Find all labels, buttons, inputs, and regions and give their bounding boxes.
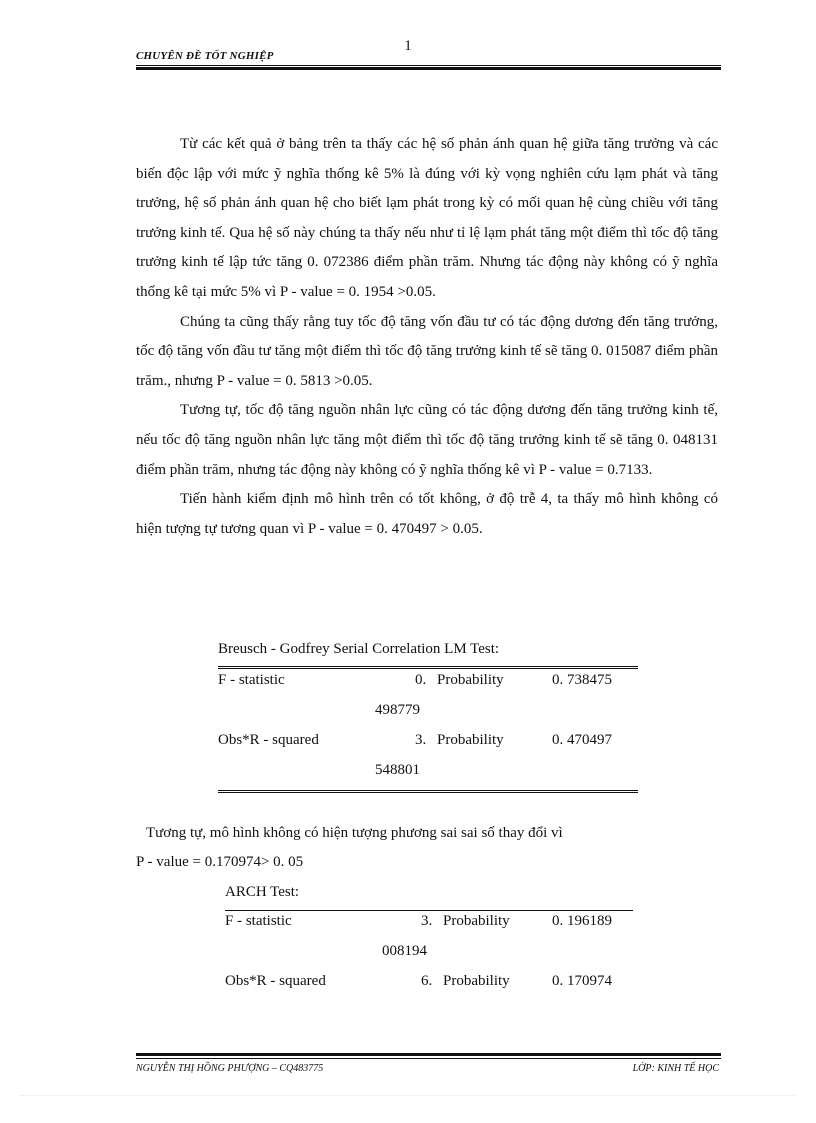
arch-row2-name: Obs*R - squared — [225, 973, 326, 989]
arch-row2-prob-label: Probability — [443, 973, 510, 989]
page-edge-dotted-line — [20, 1095, 796, 1096]
arch-row1-value-a: 3. — [421, 913, 433, 929]
bg-row2-value-b: 548801 — [375, 762, 420, 778]
bg-row2-value-a: 3. — [415, 732, 427, 748]
bg-row1-prob: 0. 738475 — [552, 672, 612, 688]
body-text — [136, 130, 718, 544]
paragraph-3: Tương tự, tốc độ tăng nguồn nhân lực cũng có tác động dương đến tăng trưởng kinh tế, nếu tốc độ tăng nguồn nhân lực tăng một điểm thì tốc độ tăng trưởng kinh tế sẽ tăng 0. 048131 điểm phần trăm, nhưng tác động này không có ỹ nghĩa thống kê vì P - value = 0.7133. — [136, 402, 718, 478]
arch-test-caption: ARCH Test: — [225, 884, 300, 900]
bg-test-caption: Breusch - Godfrey Serial Correlation LM Test: — [218, 641, 500, 657]
footer-class: LỚP: KINH TẾ HỌC — [632, 1063, 719, 1074]
bg-row1-value-b: 498779 — [375, 702, 420, 718]
footer-author: NGUYỄN THỊ HỒNG PHƯỢNG – CQ483775 — [136, 1063, 324, 1074]
header-title: CHUYÊN ĐỀ TỐT NGHIỆP — [136, 50, 274, 62]
header-rule-thick — [136, 67, 721, 70]
arch-row1-value-b: 008194 — [382, 943, 427, 959]
bg-row2-name: Obs*R - squared — [218, 732, 319, 748]
bg-row1-value-a: 0. — [415, 672, 427, 688]
arch-test-top-rule — [225, 910, 633, 911]
arch-row2-value-a: 6. — [421, 973, 433, 989]
footer-rule-thin — [136, 1058, 721, 1059]
footer-rule-thick — [136, 1053, 721, 1056]
heteroskedasticity-line-1: Tương tự, mô hình không có hiện tượng phương sai sai số thay đổi vì — [146, 825, 563, 841]
paragraph-1: Từ các kết quả ở bảng trên ta thấy các hệ số phản ánh quan hệ giữa tăng trưởng và các biến độc lập với mức ỹ nghĩa thống kê 5% là đúng với kỳ vọng nghiên cứu lạm phát và tăng trưởng, hệ số phản ánh quan hệ cho biết lạm phát trong kỳ có mối quan hệ cùng chiều với tăng trưởng kinh tế. Qua hệ số này chúng ta thấy nếu như tỉ lệ lạm phát tăng một điểm thì tốc độ tăng trưởng kinh tế lập tức tăng 0. 072386 điểm phần trăm. Nhưng tác động này không có ỹ nghĩa thống kê tại mức 5% vì P - value = 0. 1954 >0.05. — [136, 136, 718, 300]
bg-test-top-rule — [218, 666, 638, 669]
bg-row2-prob: 0. 470497 — [552, 732, 612, 748]
heteroskedasticity-line-2: P - value = 0.170974> 0. 05 — [136, 854, 304, 870]
arch-row1-prob-label: Probability — [443, 913, 510, 929]
bg-test-bottom-rule — [218, 790, 638, 793]
bg-row2-prob-label: Probability — [437, 732, 504, 748]
bg-row1-prob-label: Probability — [437, 672, 504, 688]
arch-row1-prob: 0. 196189 — [552, 913, 612, 929]
paragraph-2: Chúng ta cũng thấy rằng tuy tốc độ tăng vốn đầu tư có tác động dương đến tăng trưởng, tốc độ tăng vốn đầu tư tăng một điểm thì tốc độ tăng trưởng kinh tế sẽ tăng 0. 015087 điểm phần trăm., nhưng P - value = 0. 5813 >0.05. — [136, 313, 718, 389]
header-rule-thin — [136, 65, 721, 66]
paragraph-4: Tiến hành kiểm định mô hình trên có tốt không, ở độ trễ 4, ta thấy mô hình không có hiện tượng tự tương quan vì P - value = 0. 470497 > 0.05. — [136, 491, 718, 537]
bg-row1-name: F - statistic — [218, 672, 285, 688]
arch-row2-prob: 0. 170974 — [552, 973, 612, 989]
arch-row1-name: F - statistic — [225, 913, 292, 929]
page-number: 1 — [404, 38, 412, 54]
